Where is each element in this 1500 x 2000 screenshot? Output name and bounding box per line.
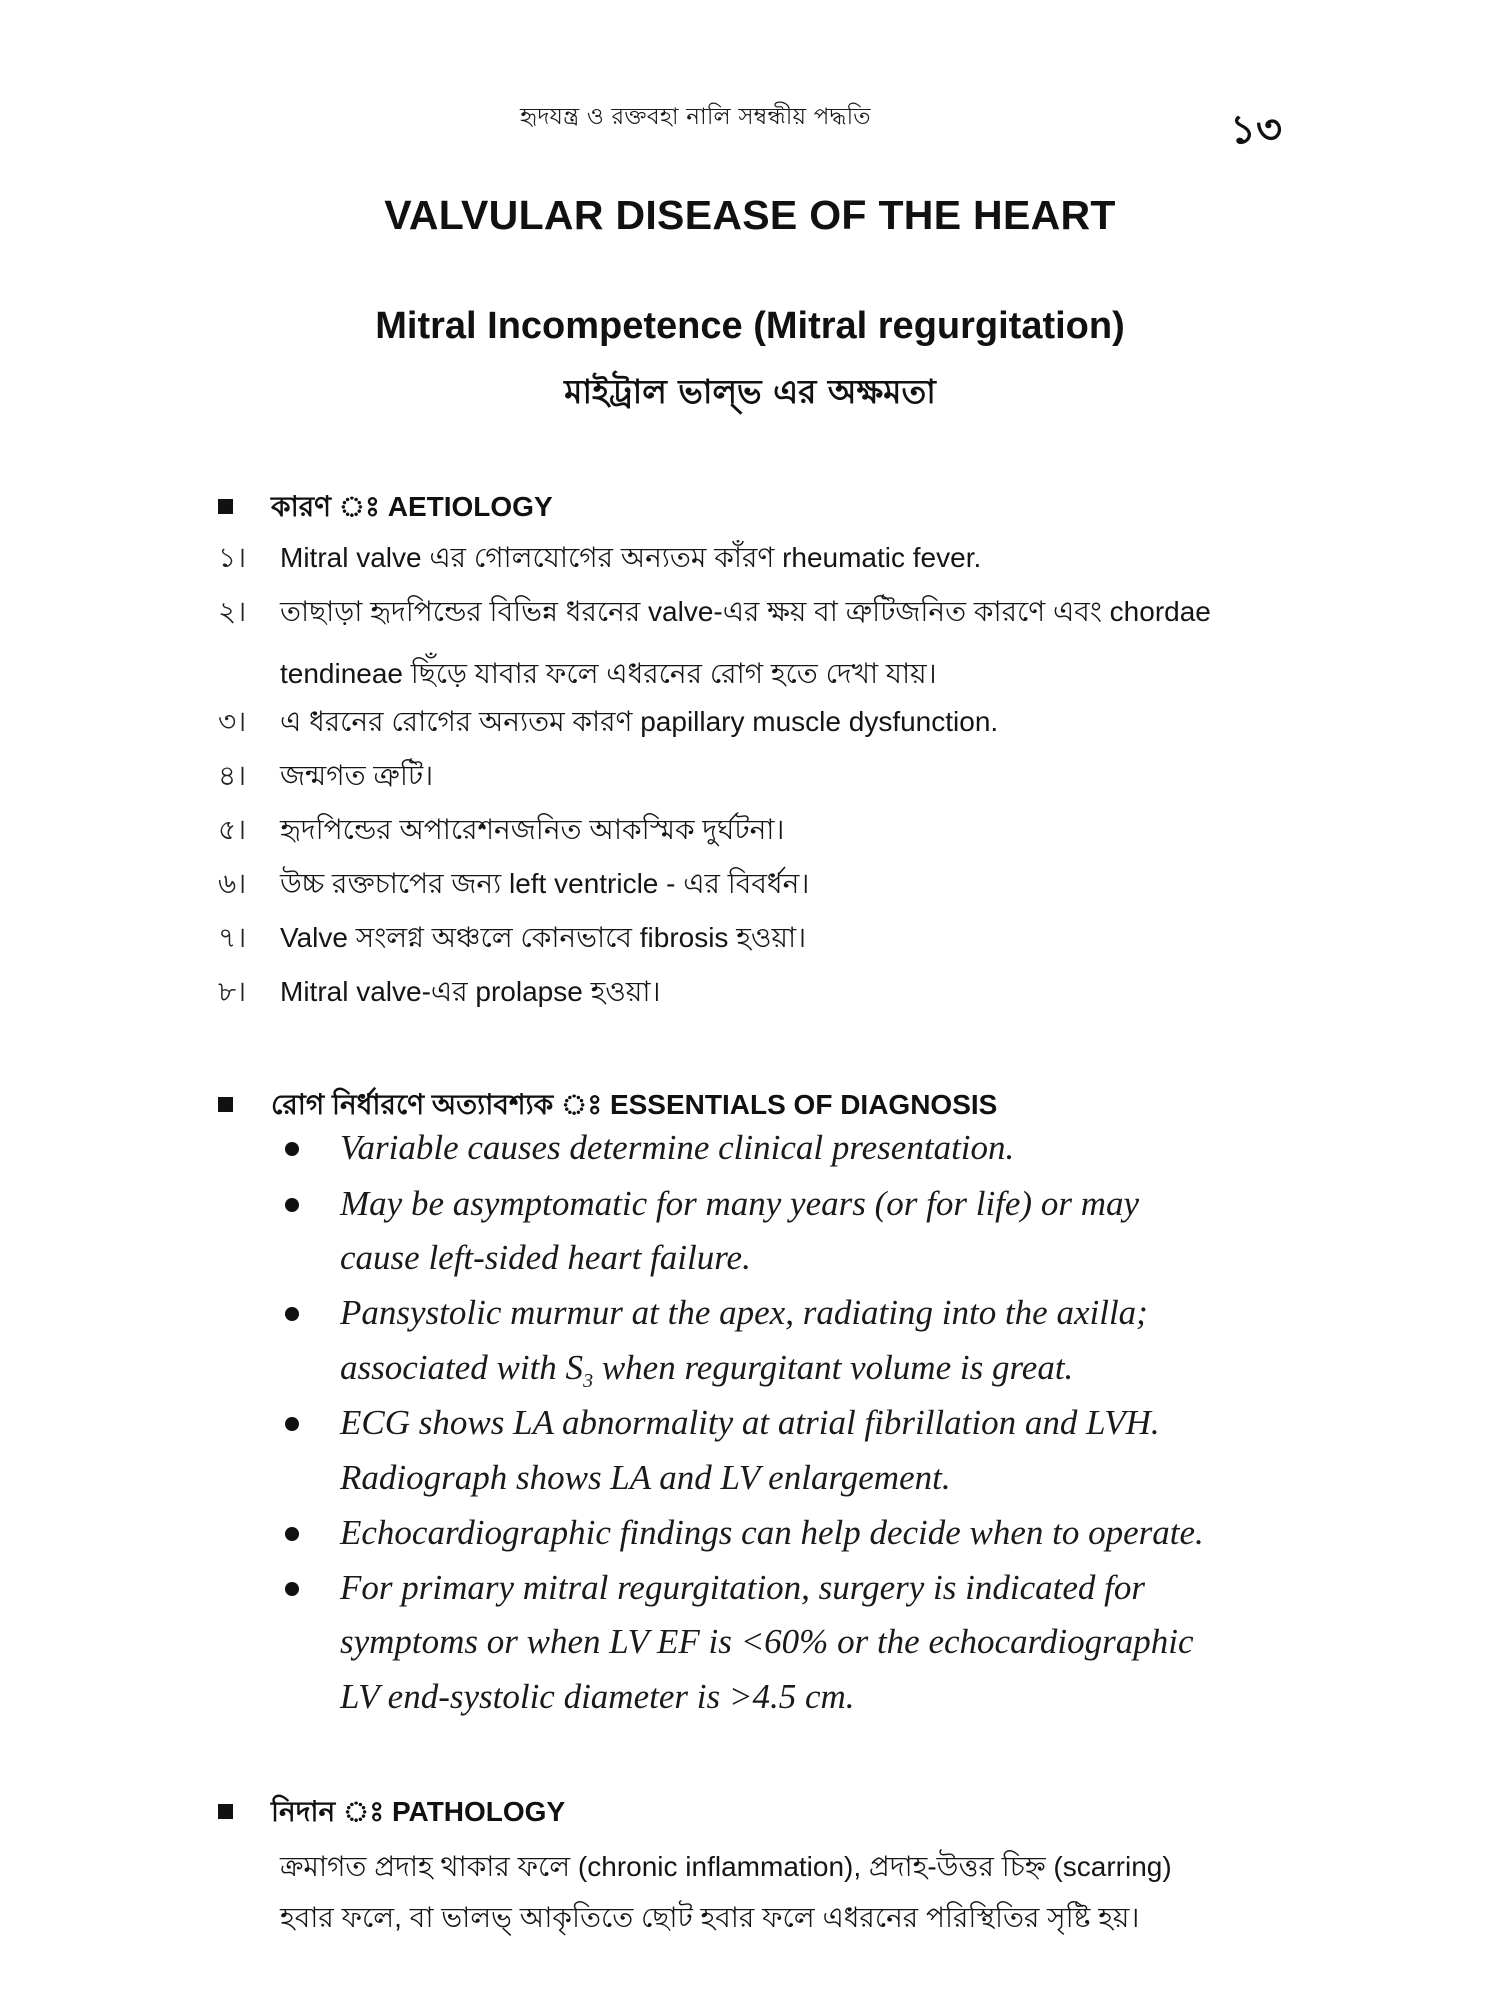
bullet-dot-icon [285,1142,299,1156]
bullet-text: For primary mitral regurgitation, surgery is indicated for [340,1568,1145,1607]
page-number: ১৩ [1230,107,1282,153]
item-number: ৬। [218,868,247,899]
bullet-continuation: Radiograph shows LA and LV enlargement. [340,1458,951,1497]
diagnosis-bullet [340,1403,1300,1443]
section-title-bengali: মাইট্রাল ভাল্‌ভ এর অক্ষমতা [564,372,936,411]
aetiology-item-continuation: tendineae ছিঁড়ে যাবার ফলে এধরনের রোগ হতে দেখা যায়। [280,658,937,689]
diagnosis-bullet [340,1128,1300,1168]
item-number: ৪। [218,760,247,791]
item-number: ৮। [218,976,247,1007]
bullet-continuation [340,1348,1300,1393]
bullet-dot-icon [285,1527,299,1541]
diagnosis-heading-bn: রোগ নির্ধারণে অত্যাবশ্যক ঃ [271,1089,603,1120]
item-text: Valve সংলগ্ন অঞ্চলে কোনভাবে fibrosis হওয়া। [280,922,807,953]
pathology-heading-en: PATHOLOGY [391,1796,566,1827]
bullet-continuation: symptoms or when LV EF is <60% or the echocardiographic [340,1622,1194,1661]
aetiology-item [218,910,1298,966]
chapter-title: VALVULAR DISEASE OF THE HEART [384,192,1116,238]
item-text: Mitral valve-এর prolapse হওয়া। [280,976,661,1007]
bullet-dot-icon [285,1582,299,1596]
bullet-continuation: cause left-sided heart failure. [340,1238,751,1277]
aetiology-item [218,694,1298,750]
aetiology-item [218,802,1298,858]
bullet-text-post: when regurgitant volume is great. [593,1348,1074,1387]
item-text: হৃদপিন্ডের অপারেশনজনিত আকস্মিক দুর্ঘটনা। [280,814,785,845]
aetiology-heading [218,485,553,532]
diagnosis-bullet [340,1568,1300,1608]
aetiology-item [218,748,1298,804]
item-text: উচ্চ রক্তচাপের জন্য left ventricle - এর বিবর্ধন। [280,868,810,899]
bullet-text: ECG shows LA abnormality at atrial fibrillation and LVH. [340,1403,1160,1442]
pathology-heading [218,1790,565,1837]
pathology-text-line: ক্রমাগত প্রদাহ থাকার ফলে (chronic inflammation), প্রদাহ-উত্তর চিহ্ন (scarring) [280,1851,1172,1882]
aetiology-item [218,856,1298,912]
bullet-dot-icon [285,1417,299,1431]
square-bullet-icon [218,499,233,514]
bullet-text: Pansystolic murmur at the apex, radiating into the axilla; [340,1293,1148,1332]
bullet-text: Echocardiographic findings can help decide when to operate. [340,1513,1204,1552]
square-bullet-icon [218,1804,233,1819]
aetiology-item [218,964,1298,1020]
item-number: ৭। [218,922,247,953]
aetiology-heading-en: AETIOLOGY [387,491,553,522]
bullet-text-pre: associated with S [340,1348,584,1387]
diagnosis-heading [218,1083,997,1130]
bullet-dot-icon [285,1307,299,1321]
bullet-dot-icon [285,1198,299,1212]
item-number: ১। [218,542,247,573]
bullet-text: Variable causes determine clinical presentation. [340,1128,1015,1167]
diagnosis-heading-en: ESSENTIALS OF DIAGNOSIS [609,1089,998,1120]
diagnosis-bullet [340,1184,1300,1224]
square-bullet-icon [218,1097,233,1112]
pathology-text-line: হবার ফলে, বা ভালভ্‌ আকৃতিতে ছোট হবার ফলে এধরনের পরিস্থিতির সৃষ্টি হয়। [280,1902,1140,1933]
section-title-english: Mitral Incompetence (Mitral regurgitation) [375,305,1125,347]
item-text: Mitral valve এর গোলযোগের অন্যতম কাঁরণ rheumatic fever. [280,542,982,573]
bullet-text: May be asymptomatic for many years (or for life) or may [340,1184,1140,1223]
item-number: ৫। [218,814,247,845]
pathology-heading-bn: নিদান ঃ [271,1796,385,1827]
aetiology-item [218,584,1298,640]
item-text: এ ধরনের রোগের অন্যতম কারণ papillary muscle dysfunction. [280,706,999,737]
diagnosis-bullet [340,1513,1300,1553]
running-header: হৃদযন্ত্র ও রক্তবহা নালি সম্বন্ধীয় পদ্ধতি [520,104,871,130]
item-text: তাছাড়া হৃদপিন্ডের বিভিন্ন ধরনের valve-এর ক্ষয় বা ত্রুটিজনিত কারণে এবং chordae [280,596,1211,627]
aetiology-item [218,530,1298,586]
bullet-continuation: LV end-systolic diameter is >4.5 cm. [340,1677,855,1716]
aetiology-heading-bn: কারণ ঃ [271,491,380,522]
diagnosis-bullet [340,1293,1300,1333]
item-number: ২। [218,596,247,627]
subscript: 3 [583,1370,594,1392]
item-text: জন্মগত ত্রুটি। [280,760,434,791]
item-number: ৩। [218,706,247,737]
